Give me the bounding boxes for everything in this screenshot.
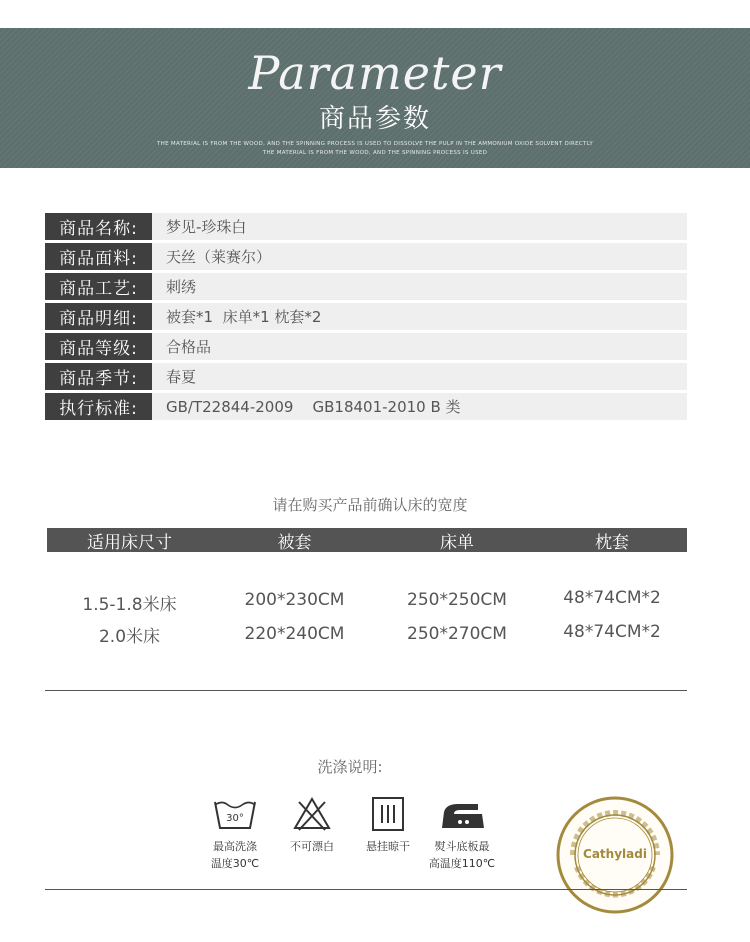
param-row-craft — [45, 273, 687, 300]
washing-title: 洗涤说明: — [317, 758, 383, 776]
hang-dry-icon — [365, 796, 411, 832]
no-bleach-icon — [289, 796, 335, 832]
param-label: 商品面料: — [45, 243, 152, 270]
size-header-sheet: 床单 — [440, 532, 474, 553]
size-table-row — [47, 590, 687, 615]
param-value: 天丝（莱赛尔） — [166, 248, 272, 266]
param-row-name — [45, 213, 687, 240]
param-row-standard — [45, 393, 687, 420]
param-row-season — [45, 363, 687, 390]
size-cell: 250*270CM — [407, 624, 507, 644]
divider — [45, 889, 687, 890]
wash-item — [417, 796, 507, 872]
banner-script-title: Parameter — [248, 46, 502, 100]
banner-subtitle-1: THE MATERIAL IS FROM THE WOOD, AND THE SPINNING PROCESS IS USED TO DISSOLVE THE PULP IN THE AMMONIUM OXIDE SOLVENT DIRECTLY — [157, 141, 593, 147]
banner-title: 商品参数 — [318, 104, 431, 134]
param-label: 商品季节: — [45, 363, 152, 390]
param-label: 商品明细: — [45, 303, 152, 330]
param-row-fabric — [45, 243, 687, 270]
banner-subtitle-2: THE MATERIAL IS FROM THE WOOD, AND THE SPINNING PROCESS IS USED — [262, 150, 488, 156]
param-label: 商品工艺: — [45, 273, 152, 300]
size-table-header — [47, 528, 687, 552]
param-label: 商品等级: — [45, 333, 152, 360]
size-cell: 220*240CM — [244, 624, 345, 644]
divider — [45, 690, 687, 691]
size-cell: 48*74CM*2 — [563, 588, 661, 608]
param-label: 执行标准: — [45, 393, 152, 420]
size-header-bed: 适用床尺寸 — [87, 532, 172, 553]
wash-30-icon — [212, 796, 258, 832]
parameter-table — [45, 213, 687, 423]
size-cell: 2.0米床 — [98, 627, 161, 647]
param-row-grade — [45, 333, 687, 360]
brand-seal — [555, 795, 675, 915]
size-cell: 200*230CM — [244, 590, 345, 610]
wash-caption: 悬挂晾干 — [366, 840, 410, 853]
size-note: 请在购买产品前确认床的宽度 — [272, 496, 468, 514]
param-value: 刺绣 — [166, 278, 197, 296]
seal-brand-text: Cathyladi — [583, 847, 647, 861]
wash-caption: 不可漂白 — [290, 840, 334, 853]
size-cell: 48*74CM*2 — [563, 622, 661, 642]
wash-caption: 最高洗涤 温度30℃ — [210, 840, 260, 870]
iron-icon — [436, 796, 488, 832]
param-value: 春夏 — [166, 368, 197, 386]
size-header-duvet: 被套 — [277, 532, 312, 553]
size-cell: 250*250CM — [407, 590, 507, 610]
size-header-pillowcase: 枕套 — [595, 532, 629, 553]
param-row-details — [45, 303, 687, 330]
size-table-row — [47, 624, 687, 649]
param-value: 合格品 — [166, 338, 212, 356]
param-value: 被套*1 床单*1 枕套*2 — [166, 308, 322, 326]
parameter-banner — [0, 28, 750, 168]
param-value: GB/T22844-2009 GB18401-2010 B 类 — [166, 398, 461, 416]
param-label: 商品名称: — [45, 213, 152, 240]
size-cell: 1.5-1.8米床 — [82, 595, 177, 615]
wash-caption: 熨斗底板最 高温度110℃ — [428, 840, 496, 870]
param-value: 梦见-珍珠白 — [166, 218, 247, 236]
wash-temp-label: 30° — [226, 813, 244, 824]
